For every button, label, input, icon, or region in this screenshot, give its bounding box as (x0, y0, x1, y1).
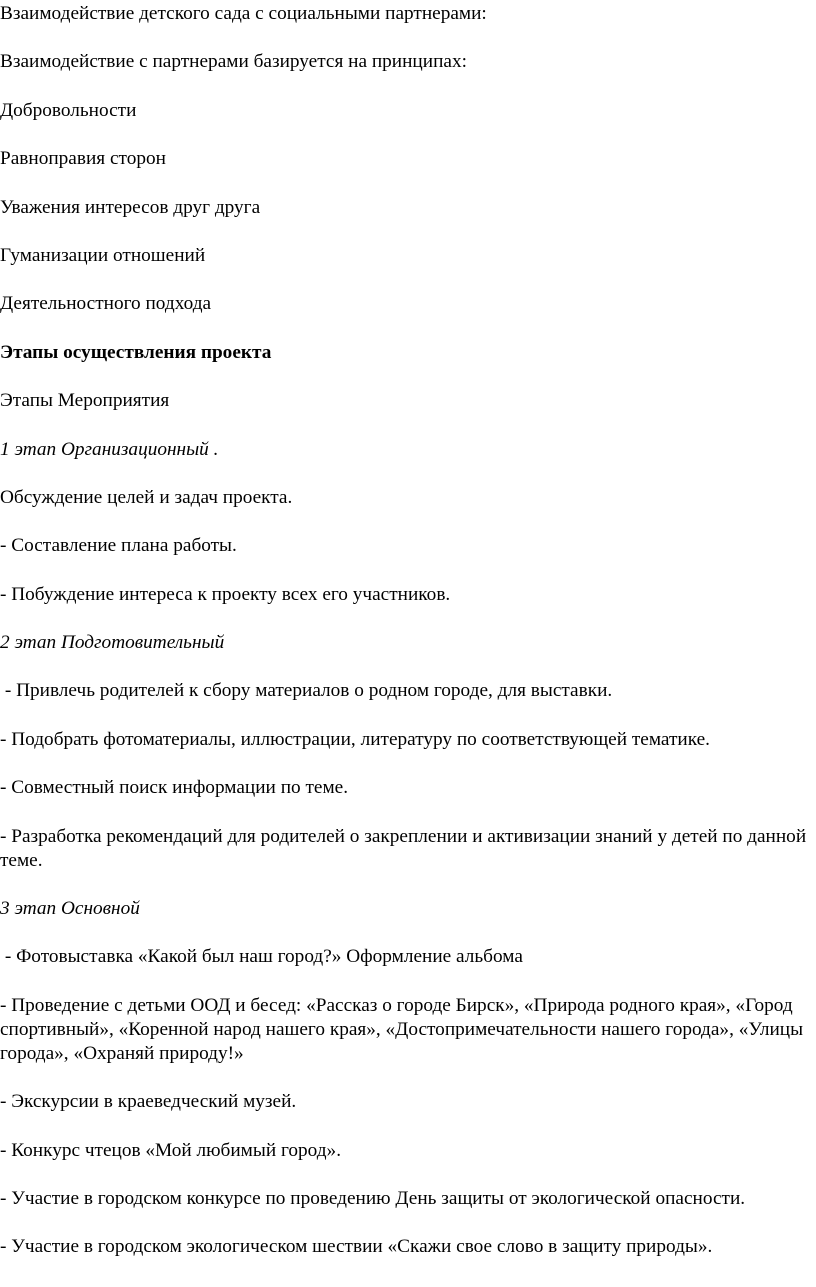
table-header: Этапы Мероприятия (0, 390, 170, 412)
activity-item: - Участие в городском конкурсе по проведению День защиты от экологической опасности. (0, 1187, 746, 1209)
activity-item: - Совместный поиск информации по теме. (0, 777, 349, 799)
principle-item: Деятельностного подхода (0, 293, 212, 315)
stage-heading: 2 этап Подготовительный (0, 632, 225, 654)
section-heading: Этапы осуществления проекта (0, 341, 272, 363)
activity-item: - Составление плана работы. (0, 535, 237, 557)
activity-item: - Побуждение интереса к проекту всех его участников. (0, 583, 451, 605)
principle-item: Гуманизации отношений (0, 244, 206, 266)
principle-item: Уважения интересов друг друга (0, 196, 261, 218)
activity-item: - Экскурсии в краеведческий музей. (0, 1091, 297, 1113)
principle-item: Добровольности (0, 99, 137, 121)
activity-item: - Конкурс чтецов «Мой любимый город». (0, 1139, 342, 1161)
activity-item: - Привлечь родителей к сбору материалов о родном городе, для выставки. (0, 680, 613, 702)
principle-item: Равноправия сторон (0, 148, 166, 170)
activity-item: Обсуждение целей и задач проекта. (0, 486, 293, 508)
activity-item: - Проведение с детьми ООД и бесед: «Рассказ о городе Бирск», «Природа родного края», «Город спортивный», «Коренной народ нашего края», «Достопримечательности нашего города», «Улицы города», «Охраняй природу!» (0, 994, 808, 1064)
activity-item: - Фотовыставка «Какой был наш город?» Оформление альбома (0, 946, 523, 968)
activity-item: - Разработка рекомендаций для родителей о закреплении и активизации знаний у детей по данной теме. (0, 825, 811, 871)
principles-intro: Взаимодействие с партнерами базируется на принципах: (0, 51, 467, 73)
activity-item: - Подобрать фотоматериалы, иллюстрации, литературу по соответствующей тематике. (0, 728, 710, 750)
activity-item: - Участие в городском экологическом шествии «Скажи свое слово в защиту природы». (0, 1236, 713, 1258)
doc-title: Взаимодействие детского сада с социальными партнерами: (0, 3, 487, 24)
stage-heading: 3 этап Основной (0, 898, 140, 920)
stage-heading: 1 этап Организационный . (0, 438, 219, 460)
